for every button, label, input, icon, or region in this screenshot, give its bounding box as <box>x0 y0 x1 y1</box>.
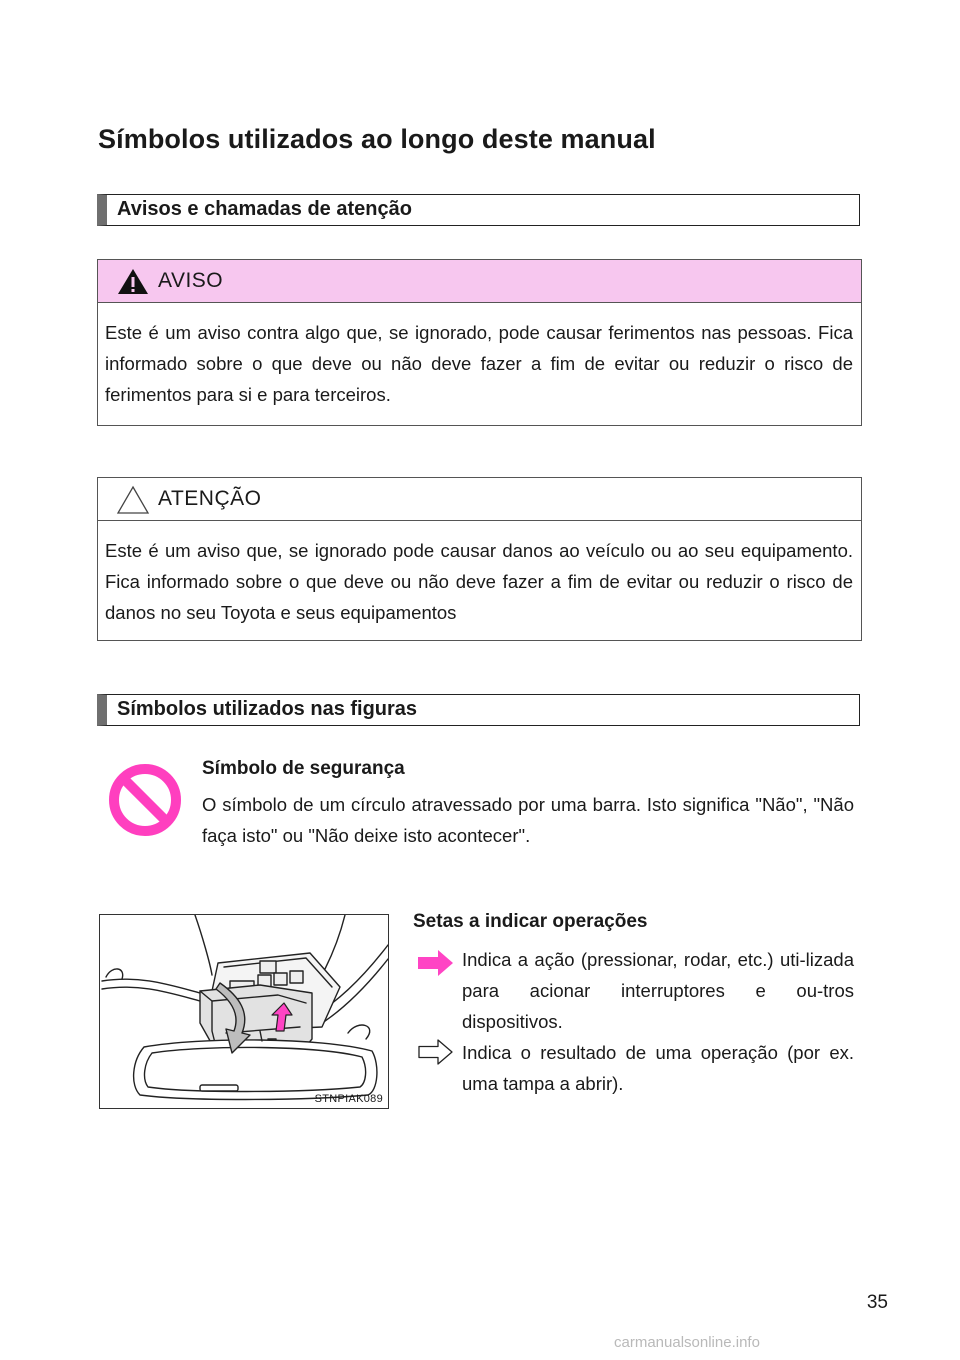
page-title: Símbolos utilizados ao longo deste manual <box>98 124 656 154</box>
section-header-figure-symbols <box>97 694 860 726</box>
section-header-warnings-text: Avisos e chamadas de atenção <box>117 198 412 220</box>
arrows-title: Setas a indicar operações <box>413 911 648 932</box>
overhead-console-illustration <box>100 915 389 1109</box>
aviso-label: AVISO <box>158 269 224 292</box>
page-number: 35 <box>866 1292 888 1313</box>
atencao-label: ATENÇÃO <box>158 487 262 510</box>
atencao-header <box>98 478 861 521</box>
atencao-box <box>97 477 862 641</box>
result-arrow-text: Indica o resultado de uma operação (por ex. uma tampa a abrir). <box>462 1042 854 1094</box>
atencao-text: Este é um aviso que, se ignorado pode causar danos ao veículo ou ao seu equipamento. Fica informado sobre o que deve ou não deve fazer a fim de evitar ou reduzir o risco de danos no seu Toyota e seus equipamentos <box>105 540 853 623</box>
action-arrow-text: Indica a ação (pressionar, rodar, etc.) uti-lizada para acionar interruptores e ou-tros dispositivos. <box>462 949 854 1032</box>
figure-overhead-console <box>99 914 389 1109</box>
action-arrow-icon <box>418 950 454 976</box>
section-header-figure-symbols-text: Símbolos utilizados nas figuras <box>117 698 418 720</box>
safety-symbol-text: O símbolo de um círculo atravessado por uma barra. Isto significa "Não", "Não faça isto" ou "Não deixe isto acontecer". <box>202 794 854 846</box>
warning-triangle-filled-icon <box>116 267 150 296</box>
aviso-box <box>97 259 862 426</box>
aviso-header <box>98 260 861 303</box>
prohibition-icon <box>107 762 183 838</box>
section-header-warnings <box>97 194 860 226</box>
aviso-text: Este é um aviso contra algo que, se ignorado, pode causar ferimentos nas pessoas. Fica informado sobre o que deve ou não deve fazer a fim de evitar ou reduzir o risco de ferimentos para si e para terceiros. <box>105 322 853 405</box>
safety-symbol-title: Símbolo de segurança <box>202 758 405 779</box>
warning-triangle-outline-icon <box>116 485 150 515</box>
footer-watermark: carmanualsonline.info <box>614 1334 760 1351</box>
figure-label: STNPIAK089 <box>314 1093 383 1105</box>
result-arrow-icon <box>418 1039 454 1065</box>
